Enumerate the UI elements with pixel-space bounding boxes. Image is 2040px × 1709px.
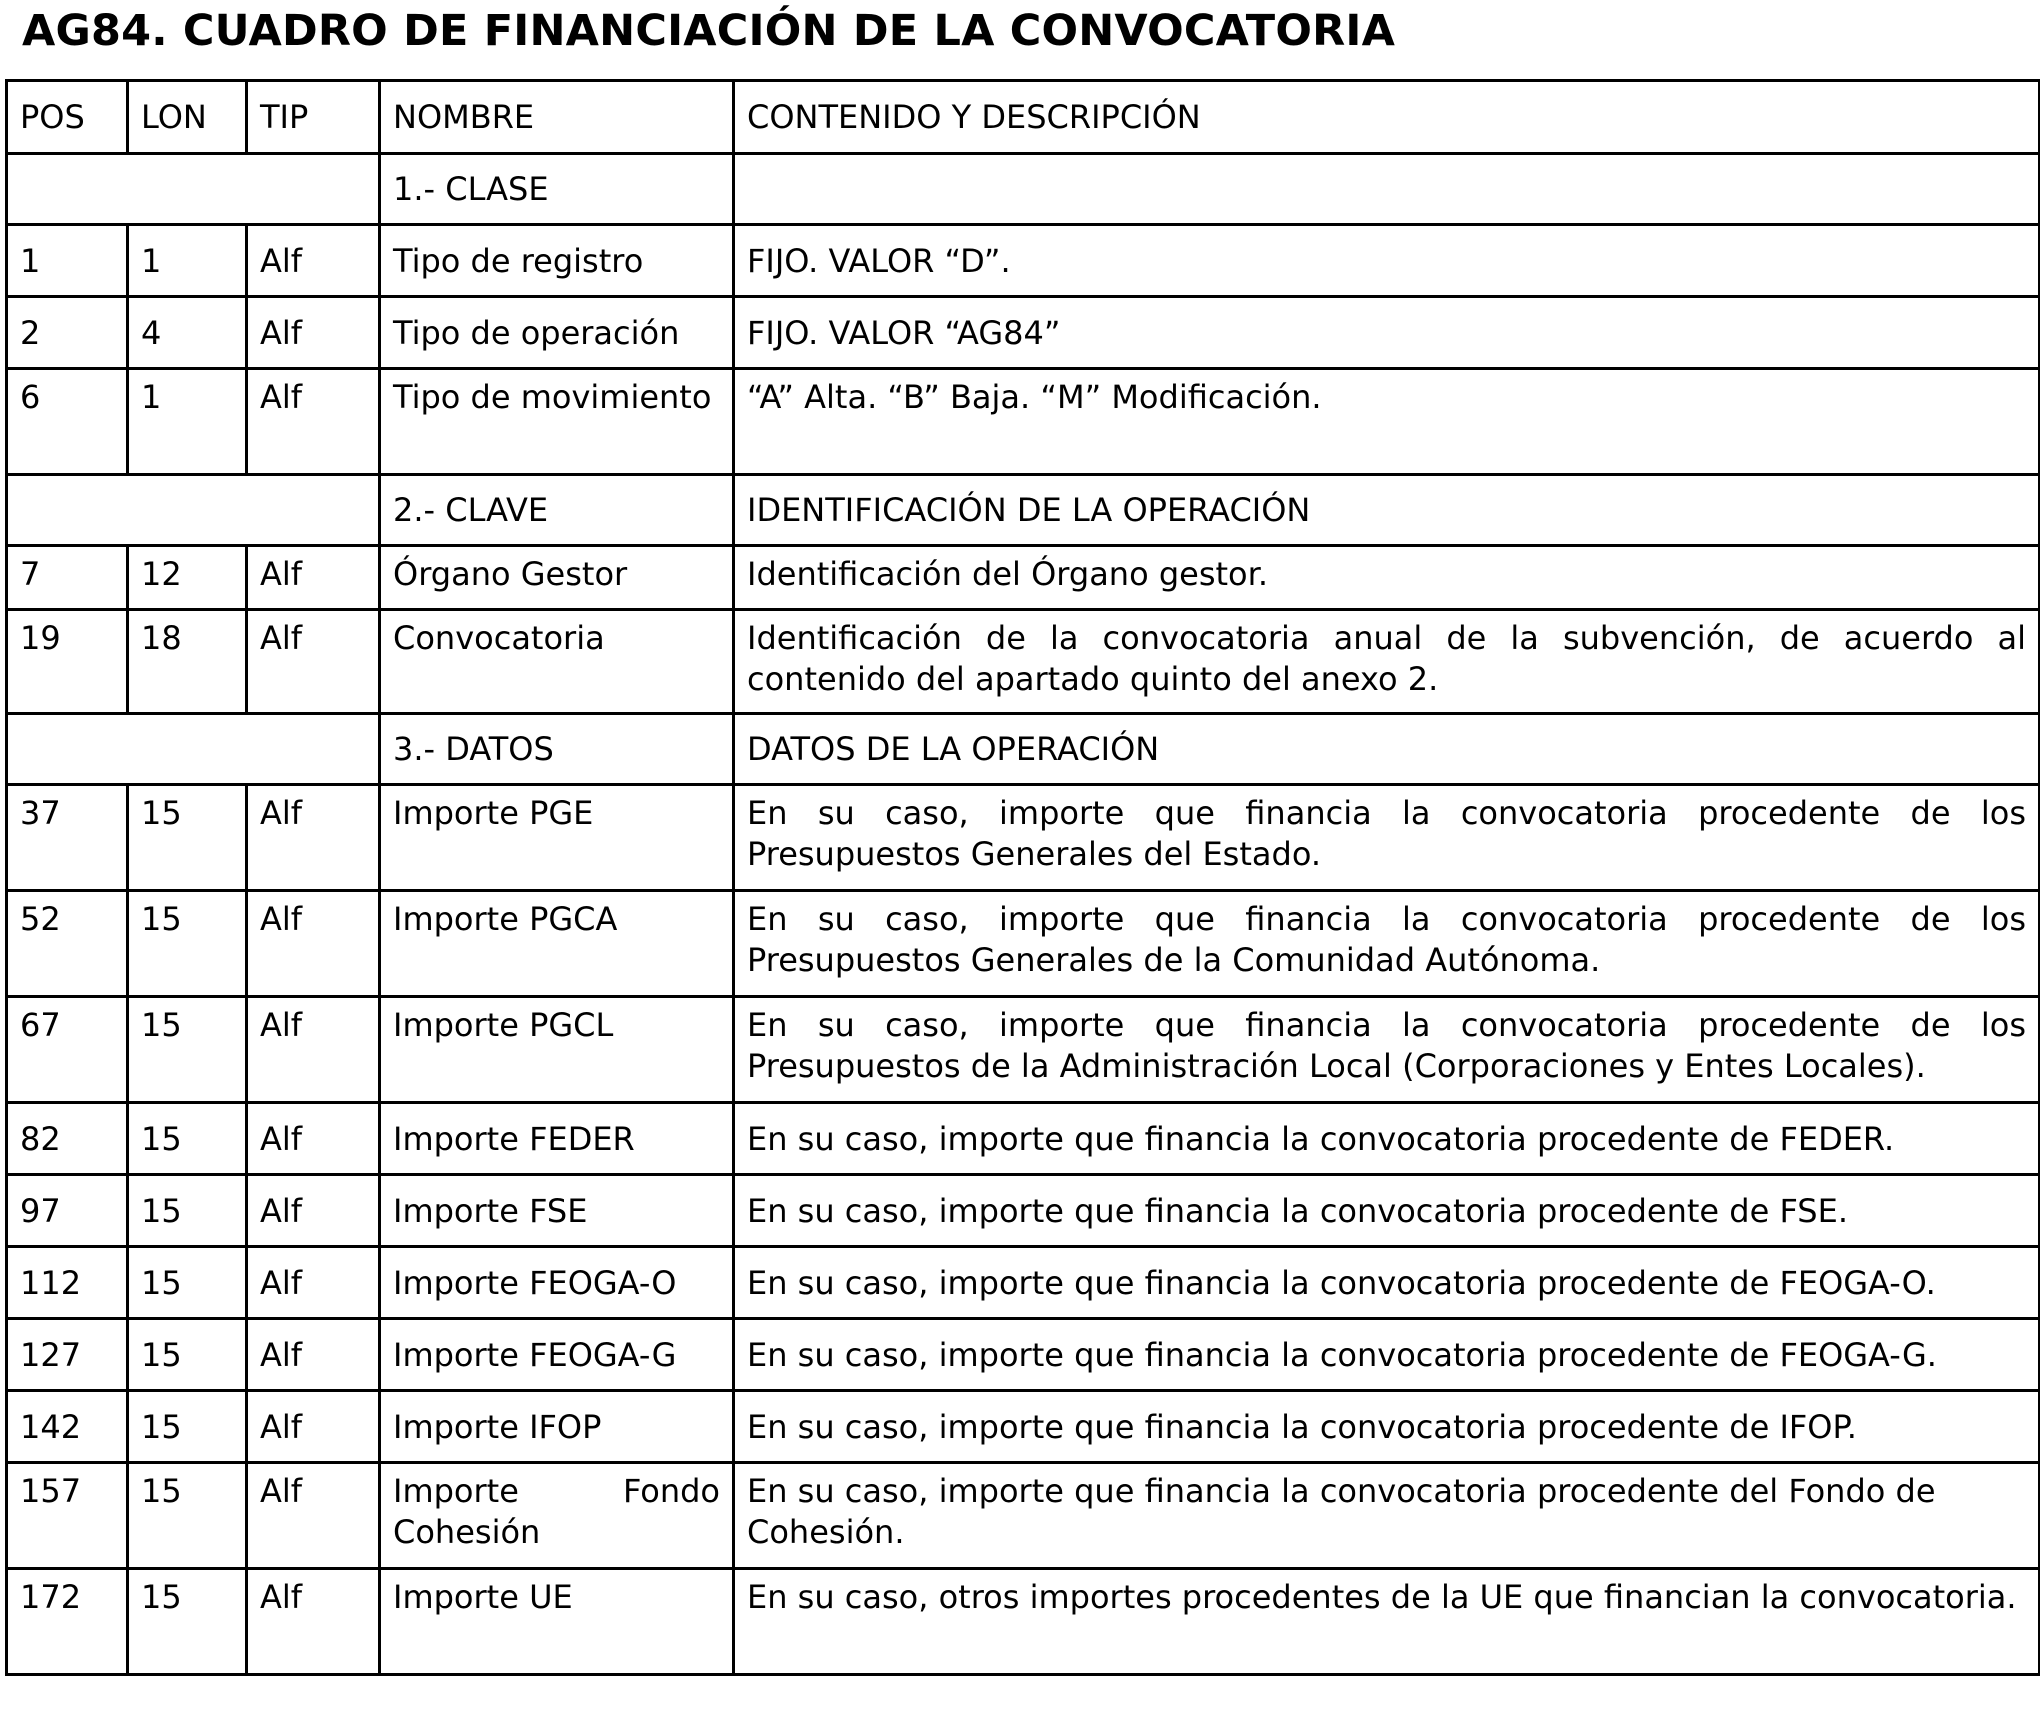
section-spacer bbox=[7, 714, 380, 785]
table-row bbox=[7, 225, 2040, 297]
cell-nombre: Importe FEOGA-G bbox=[380, 1319, 734, 1391]
table-row bbox=[7, 1319, 2040, 1391]
cell-lon: 15 bbox=[128, 1319, 247, 1391]
cell-nombre: Tipo de registro bbox=[380, 225, 734, 297]
cell-lon: 1 bbox=[128, 225, 247, 297]
cell-nombre: Órgano Gestor bbox=[380, 546, 734, 610]
table-row bbox=[7, 1463, 2040, 1569]
cell-lon: 15 bbox=[128, 997, 247, 1103]
section-row-clave bbox=[7, 475, 2040, 546]
table-row bbox=[7, 997, 2040, 1103]
header-nombre: NOMBRE bbox=[380, 81, 734, 154]
cell-pos: 157 bbox=[7, 1463, 128, 1569]
section-spacer bbox=[7, 475, 380, 546]
cell-pos: 127 bbox=[7, 1319, 128, 1391]
cell-tip: Alf bbox=[247, 1391, 380, 1463]
cell-pos: 6 bbox=[7, 369, 128, 475]
section-label: 2.- CLAVE bbox=[380, 475, 734, 546]
cell-descripcion: En su caso, otros importes procedentes de la UE que financian la convocatoria. bbox=[734, 1569, 2040, 1675]
cell-lon: 4 bbox=[128, 297, 247, 369]
cell-nombre: Importe FEDER bbox=[380, 1103, 734, 1175]
header-lon: LON bbox=[128, 81, 247, 154]
table-row bbox=[7, 1247, 2040, 1319]
cell-descripcion: En su caso, importe que financia la convocatoria procedente de FEOGA-O. bbox=[734, 1247, 2040, 1319]
cell-lon: 15 bbox=[128, 1391, 247, 1463]
cell-lon: 15 bbox=[128, 1103, 247, 1175]
cell-pos: 7 bbox=[7, 546, 128, 610]
section-description: IDENTIFICACIÓN DE LA OPERACIÓN bbox=[734, 475, 2040, 546]
cell-nombre: Importe PGCA bbox=[380, 891, 734, 997]
cell-tip: Alf bbox=[247, 1175, 380, 1247]
cell-nombre: Importe FSE bbox=[380, 1175, 734, 1247]
cell-pos: 2 bbox=[7, 297, 128, 369]
cell-pos: 52 bbox=[7, 891, 128, 997]
cell-tip: Alf bbox=[247, 610, 380, 714]
document-title: AG84. CUADRO DE FINANCIACIÓN DE LA CONVOCATORIA bbox=[22, 6, 1396, 56]
table-row bbox=[7, 1391, 2040, 1463]
cell-descripcion: Identificación del Órgano gestor. bbox=[734, 546, 2040, 610]
table-row bbox=[7, 369, 2040, 475]
cell-pos: 142 bbox=[7, 1391, 128, 1463]
cell-pos: 67 bbox=[7, 997, 128, 1103]
cell-descripcion: En su caso, importe que financia la convocatoria procedente de IFOP. bbox=[734, 1391, 2040, 1463]
cell-lon: 15 bbox=[128, 1175, 247, 1247]
header-tip: TIP bbox=[247, 81, 380, 154]
cell-lon: 15 bbox=[128, 1463, 247, 1569]
cell-descripcion: En su caso, importe que financia la convocatoria procedente de FEOGA-G. bbox=[734, 1319, 2040, 1391]
cell-descripcion: En su caso, importe que financia la convocatoria procedente de FSE. bbox=[734, 1175, 2040, 1247]
cell-nombre: Tipo de movimiento bbox=[380, 369, 734, 475]
cell-nombre: Importe FEOGA-O bbox=[380, 1247, 734, 1319]
table-row bbox=[7, 785, 2040, 891]
cell-descripcion: Identificación de la convocatoria anual de la subvención, de acuerdo al contenido del apartado quinto del anexo 2. bbox=[734, 610, 2040, 714]
cell-nombre: Tipo de operación bbox=[380, 297, 734, 369]
cell-pos: 82 bbox=[7, 1103, 128, 1175]
cell-lon: 15 bbox=[128, 891, 247, 997]
cell-tip: Alf bbox=[247, 1103, 380, 1175]
table-row bbox=[7, 1103, 2040, 1175]
cell-pos: 112 bbox=[7, 1247, 128, 1319]
table-row bbox=[7, 1569, 2040, 1675]
cell-tip: Alf bbox=[247, 891, 380, 997]
cell-descripcion: En su caso, importe que financia la convocatoria procedente del Fondo de Cohesión. bbox=[734, 1463, 2040, 1569]
section-spacer bbox=[7, 154, 380, 225]
cell-tip: Alf bbox=[247, 369, 380, 475]
cell-descripcion: En su caso, importe que financia la convocatoria procedente de los Presupuestos Generales de la Comunidad Autónoma. bbox=[734, 891, 2040, 997]
cell-nombre: Importe UE bbox=[380, 1569, 734, 1675]
cell-lon: 15 bbox=[128, 1247, 247, 1319]
cell-tip: Alf bbox=[247, 1463, 380, 1569]
cell-nombre: Importe PGCL bbox=[380, 997, 734, 1103]
cell-lon: 15 bbox=[128, 785, 247, 891]
cell-descripcion: En su caso, importe que financia la convocatoria procedente de los Presupuestos de la Administración Local (Corporaciones y Entes Locales). bbox=[734, 997, 2040, 1103]
header-pos: POS bbox=[7, 81, 128, 154]
cell-descripcion: FIJO. VALOR “D”. bbox=[734, 225, 2040, 297]
section-row-datos bbox=[7, 714, 2040, 785]
cell-tip: Alf bbox=[247, 1247, 380, 1319]
cell-lon: 1 bbox=[128, 369, 247, 475]
cell-descripcion: En su caso, importe que financia la convocatoria procedente de los Presupuestos Generales del Estado. bbox=[734, 785, 2040, 891]
cell-lon: 15 bbox=[128, 1569, 247, 1675]
cell-nombre: Importe PGE bbox=[380, 785, 734, 891]
cell-tip: Alf bbox=[247, 1319, 380, 1391]
cell-pos: 97 bbox=[7, 1175, 128, 1247]
cell-tip: Alf bbox=[247, 225, 380, 297]
cell-pos: 172 bbox=[7, 1569, 128, 1675]
section-label: 3.- DATOS bbox=[380, 714, 734, 785]
cell-pos: 1 bbox=[7, 225, 128, 297]
cell-tip: Alf bbox=[247, 785, 380, 891]
cell-lon: 12 bbox=[128, 546, 247, 610]
cell-nombre: Importe IFOP bbox=[380, 1391, 734, 1463]
cell-tip: Alf bbox=[247, 1569, 380, 1675]
table-header-row bbox=[7, 81, 2040, 154]
cell-tip: Alf bbox=[247, 997, 380, 1103]
section-description: DATOS DE LA OPERACIÓN bbox=[734, 714, 2040, 785]
section-description bbox=[734, 154, 2040, 225]
table-row bbox=[7, 297, 2040, 369]
cell-pos: 37 bbox=[7, 785, 128, 891]
cell-tip: Alf bbox=[247, 297, 380, 369]
cell-nombre: Importe Fondo Cohesión bbox=[380, 1463, 734, 1569]
table-row bbox=[7, 546, 2040, 610]
cell-pos: 19 bbox=[7, 610, 128, 714]
cell-descripcion: “A” Alta. “B” Baja. “M” Modificación. bbox=[734, 369, 2040, 475]
cell-descripcion: FIJO. VALOR “AG84” bbox=[734, 297, 2040, 369]
header-descripcion: CONTENIDO Y DESCRIPCIÓN bbox=[734, 81, 2040, 154]
cell-lon: 18 bbox=[128, 610, 247, 714]
section-row-clase bbox=[7, 154, 2040, 225]
table-row bbox=[7, 610, 2040, 714]
table-row bbox=[7, 891, 2040, 997]
cell-nombre: Convocatoria bbox=[380, 610, 734, 714]
cell-descripcion: En su caso, importe que financia la convocatoria procedente de FEDER. bbox=[734, 1103, 2040, 1175]
table-row bbox=[7, 1175, 2040, 1247]
record-layout-table bbox=[5, 79, 2040, 1676]
cell-tip: Alf bbox=[247, 546, 380, 610]
section-label: 1.- CLASE bbox=[380, 154, 734, 225]
